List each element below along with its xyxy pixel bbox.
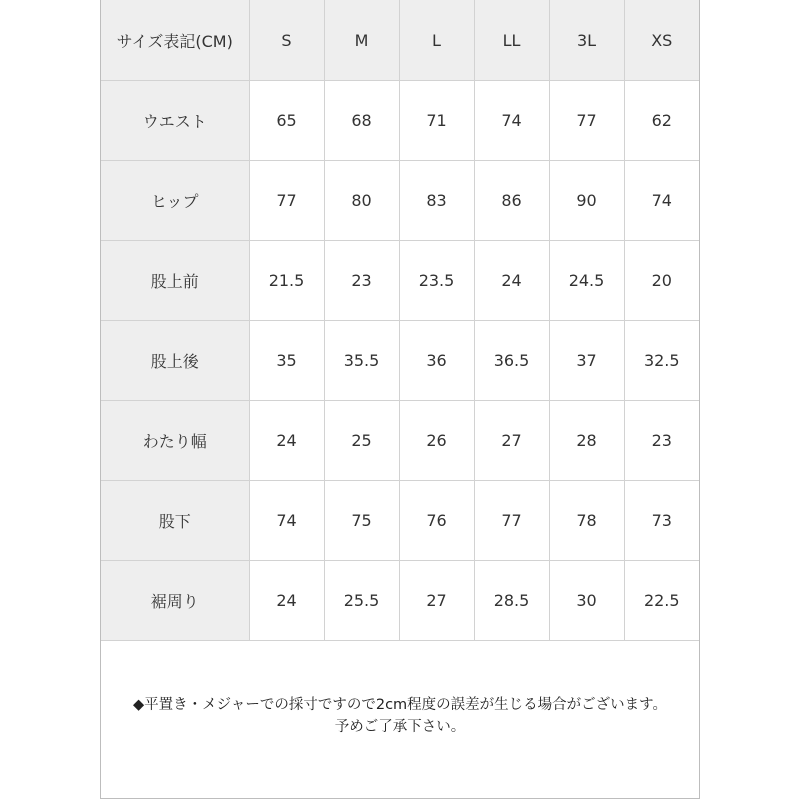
table-cell: 35.5 <box>324 321 399 401</box>
header-size-cell: S <box>249 0 324 81</box>
table-cell: 77 <box>474 481 549 561</box>
table-cell: 71 <box>399 81 474 161</box>
header-size-cell: XS <box>624 0 699 81</box>
table-row <box>101 81 699 161</box>
table-cell: 24 <box>249 401 324 481</box>
table-cell: 27 <box>399 561 474 641</box>
table-cell: 35 <box>249 321 324 401</box>
table-cell: 78 <box>549 481 624 561</box>
measurement-note <box>101 694 699 738</box>
row-label-cell: 股上前 <box>101 241 249 321</box>
note-line-2: 予めご了承下さい。 <box>334 719 466 735</box>
table-cell: 36.5 <box>474 321 549 401</box>
row-label-cell: わたり幅 <box>101 401 249 481</box>
table-row <box>101 481 699 561</box>
table-cell: 74 <box>624 161 699 241</box>
table-cell: 26 <box>399 401 474 481</box>
table-cell: 80 <box>324 161 399 241</box>
table-cell: 21.5 <box>249 241 324 321</box>
table-row <box>101 561 699 641</box>
row-label-cell: 股下 <box>101 481 249 561</box>
table-cell: 75 <box>324 481 399 561</box>
note-line-1: ◆平置き・メジャーでの採寸ですので2cm程度の誤差が生じる場合がございます。 <box>132 697 668 713</box>
table-cell: 28 <box>549 401 624 481</box>
table-cell: 83 <box>399 161 474 241</box>
table-cell: 68 <box>324 81 399 161</box>
table-cell: 90 <box>549 161 624 241</box>
header-size-cell: L <box>399 0 474 81</box>
table-cell: 77 <box>549 81 624 161</box>
table-cell: 25.5 <box>324 561 399 641</box>
table-row <box>101 241 699 321</box>
table-cell: 24 <box>474 241 549 321</box>
table-cell: 74 <box>249 481 324 561</box>
row-label-cell: ウエスト <box>101 81 249 161</box>
header-size-cell: M <box>324 0 399 81</box>
row-label-cell: 裾周り <box>101 561 249 641</box>
table-cell: 36 <box>399 321 474 401</box>
table-cell: 86 <box>474 161 549 241</box>
table-cell: 23.5 <box>399 241 474 321</box>
table-cell: 28.5 <box>474 561 549 641</box>
table-cell: 24.5 <box>549 241 624 321</box>
table-cell: 77 <box>249 161 324 241</box>
table-cell: 76 <box>399 481 474 561</box>
header-size-cell: LL <box>474 0 549 81</box>
table-cell: 32.5 <box>624 321 699 401</box>
table-cell: 74 <box>474 81 549 161</box>
table-cell: 62 <box>624 81 699 161</box>
table-cell: 73 <box>624 481 699 561</box>
table-cell: 27 <box>474 401 549 481</box>
row-label-cell: 股上後 <box>101 321 249 401</box>
table-row <box>101 161 699 241</box>
row-label-cell: ヒップ <box>101 161 249 241</box>
table-cell: 20 <box>624 241 699 321</box>
table-row <box>101 321 699 401</box>
table-cell: 23 <box>624 401 699 481</box>
table-cell: 37 <box>549 321 624 401</box>
size-table <box>101 0 699 641</box>
header-size-cell: 3L <box>549 0 624 81</box>
table-cell: 22.5 <box>624 561 699 641</box>
table-cell: 25 <box>324 401 399 481</box>
table-cell: 30 <box>549 561 624 641</box>
table-cell: 65 <box>249 81 324 161</box>
table-row <box>101 401 699 481</box>
header-label-cell: サイズ表記(CM) <box>101 0 249 81</box>
table-cell: 23 <box>324 241 399 321</box>
table-header-row <box>101 0 699 81</box>
table-cell: 24 <box>249 561 324 641</box>
size-chart-frame <box>100 0 700 799</box>
